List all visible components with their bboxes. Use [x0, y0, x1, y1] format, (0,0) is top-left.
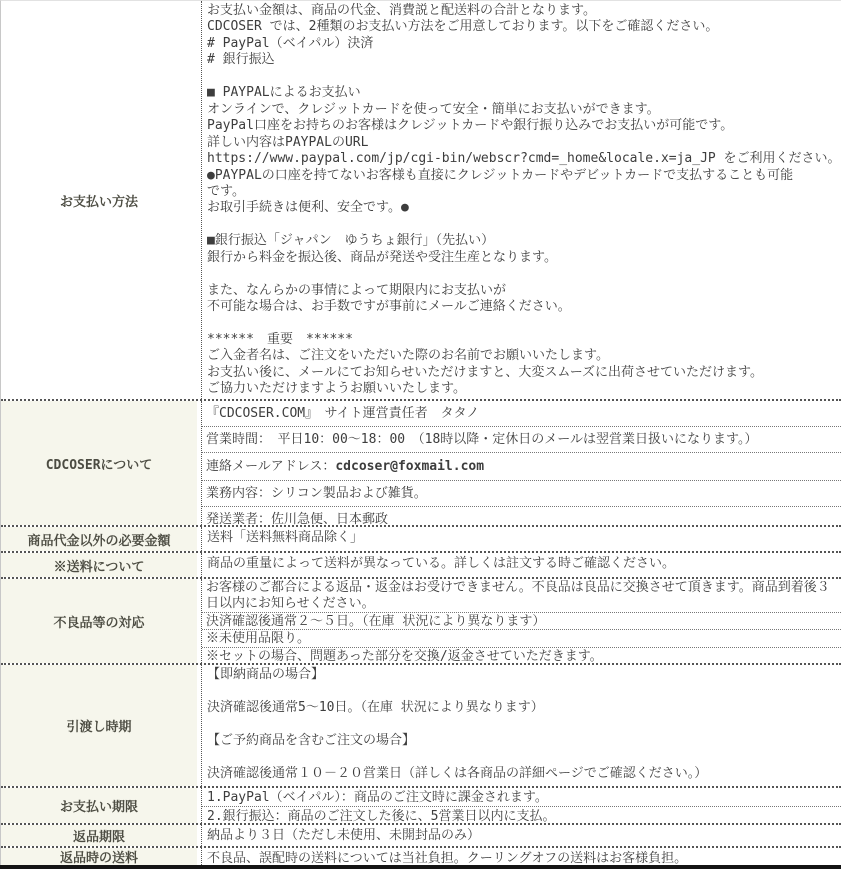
- unused-only-row: ※未使用品限り。: [202, 629, 841, 647]
- text-line: 【ご予約商品を含むご注文の場合】: [207, 732, 416, 748]
- text-line: CDCOSER では、2種類のお支払い方法をご用意しております。以下をご確認ください。: [207, 19, 719, 35]
- shipping-carrier-row: 発送業者：佐川急便、日本郵政: [202, 506, 841, 525]
- row-header-delivery-time: 引渡し時期: [1, 665, 197, 786]
- row-header-payment-deadline: お支払い期限: [1, 788, 197, 823]
- text-line: また、なんらかの事情によって期限内にお支払いが: [207, 282, 507, 298]
- return-shipping-content: [201, 848, 841, 865]
- text-line: 商品の重量によって送料が異なっている。詳しくは註文する時ご確認ください。: [207, 556, 676, 571]
- row-header-return-shipping: 返品時の送料: [1, 848, 197, 865]
- business-hours-row: 営業時間： 平日10：00～18：00 （18時以降・定休日のメールは翌営業日扱いになります。）: [202, 426, 841, 452]
- section-about-cdcoser: [1, 399, 841, 525]
- text-line: 銀行から料金を振込後、商品が発送や受注生産となります。: [207, 249, 557, 265]
- section-defective-items: [1, 577, 841, 663]
- section-payment-method: [1, 1, 841, 399]
- text-line: ご入金者名は、ご注文をいただいた際のお名前でお願いいたします。: [207, 348, 609, 364]
- defective-items-content: [201, 579, 841, 663]
- extra-fees-content: [201, 527, 841, 551]
- contact-email-address: cdcoser@foxmail.com: [335, 459, 485, 474]
- shipping-note-content: [201, 553, 841, 577]
- paypal-url-line: https://www.paypal.com/jp/cgi-bin/webscr?cmd=_home&locale.x=ja_JP をご利用ください。: [207, 151, 841, 167]
- blank-line: [207, 316, 839, 332]
- blank-line: [207, 217, 839, 233]
- row-header-return-deadline: 返品期限: [1, 825, 197, 846]
- payment-method-content: [201, 1, 841, 399]
- business-description-row: 業務内容：シリコン製品および雑貨。: [202, 480, 841, 506]
- text-line: 不良品、誤配時の送料については当社負担。クーリングオフの送料はお客様負担。: [207, 851, 688, 865]
- text-line: お支払い後に、メールにてお知らせいただけますと、大変スムーズに出荷させていただけます。: [207, 364, 764, 380]
- text-line: 【即納商品の場合】: [207, 667, 325, 682]
- blank-line: [207, 266, 839, 282]
- blank-line: [207, 716, 839, 732]
- paypal-deadline-row: 1.PayPal（ベイパル）：商品のご注文時に課金されます。: [207, 790, 548, 805]
- row-header-about-cdcoser: CDCOSERについて: [1, 401, 197, 525]
- blank-line: [207, 69, 839, 85]
- delivery-time-content: [201, 665, 841, 786]
- text-line: オンラインで、クレジットカードを使って安全・簡単にお支払いができます。: [207, 101, 660, 117]
- text-line: お取引手続きは便利、安全です。●: [207, 200, 409, 216]
- section-return-deadline: [1, 823, 841, 846]
- text-line: PayPal口座をお持ちのお客様はクレジットカードや銀行振り込みでお支払いが可能です。: [207, 118, 734, 134]
- text-line: お支払い金額は、商品の代金、消費説と配送料の合計となります。: [207, 3, 596, 18]
- site-manager-row: 『CDCOSER.COM』 サイト運営責任者 タタノ: [206, 406, 480, 421]
- text-line: ■銀行振込「ジャパン ゆうちょ銀行」（先払い）: [207, 233, 495, 249]
- text-line: 不可能な場合は、お手数ですが事前にメールご連絡ください。: [207, 299, 571, 315]
- bank-transfer-deadline-row: 2.銀行振込：商品のご注文した後に、5営業日以内に支払。: [202, 806, 841, 824]
- set-exchange-row: ※セットの場合、問題あった部分を交換/返金させていただきます。: [202, 647, 841, 663]
- row-header-shipping-note: ※送料について: [1, 553, 197, 577]
- text-line: ●PAYPALの口座を持てないお客様も直接にクレジットカードやデビットカードで支払することも可能: [207, 167, 794, 183]
- about-cdcoser-content: [201, 401, 841, 525]
- text-line: 納品より３日（ただし未使用、未開封品のみ）: [207, 828, 481, 843]
- contact-email-row: [202, 452, 841, 480]
- text-line: 決済確認後通常5～10日。（在庫 状況により異なります）: [207, 699, 544, 715]
- section-shipping-note: [1, 551, 841, 577]
- return-deadline-content: [201, 825, 841, 846]
- important-notice-heading: ****** 重要 ******: [207, 332, 353, 347]
- text-line: 決済確認後通常１０－２０営業日（詳しくは各商品の詳細ページでご確認ください。）: [207, 765, 708, 781]
- row-header-payment-method: お支払い方法: [59, 194, 138, 210]
- section-extra-fees: [1, 525, 841, 551]
- contact-email-label: 連絡メールアドレス：: [206, 459, 336, 474]
- section-return-shipping: [1, 846, 841, 865]
- text-line: ご協力いただけますようお願いいたします。: [207, 381, 466, 397]
- processing-time-row: 決済確認後通常２～５日。（在庫 状況により異なります）: [202, 612, 841, 630]
- return-policy-row: お客様のご都合による返品・返金はお受けできません。不良品は良品に交換させて頂きます。商品到着後３日以内にお知らせください。: [206, 580, 830, 611]
- text-line: ■ PAYPALによるお支払い: [207, 85, 361, 101]
- blank-line: [207, 749, 839, 765]
- text-line: # 銀行振込: [207, 52, 275, 68]
- blank-line: [207, 683, 839, 699]
- text-line: 送料「送料無料商品除く」: [207, 530, 364, 545]
- text-line: # PayPal（ベイパル）決済: [207, 35, 374, 51]
- section-payment-deadline: [1, 786, 841, 823]
- text-line: です。: [207, 183, 245, 199]
- bottom-divider-bar: [0, 865, 841, 869]
- row-header-defective-items: 不良品等の対応: [1, 579, 197, 663]
- section-delivery-time: [1, 663, 841, 786]
- row-header-extra-fees: 商品代金以外の必要金額: [1, 527, 197, 551]
- payment-deadline-content: [201, 788, 841, 823]
- text-line: 詳しい内容はPAYPALのURL: [207, 134, 369, 150]
